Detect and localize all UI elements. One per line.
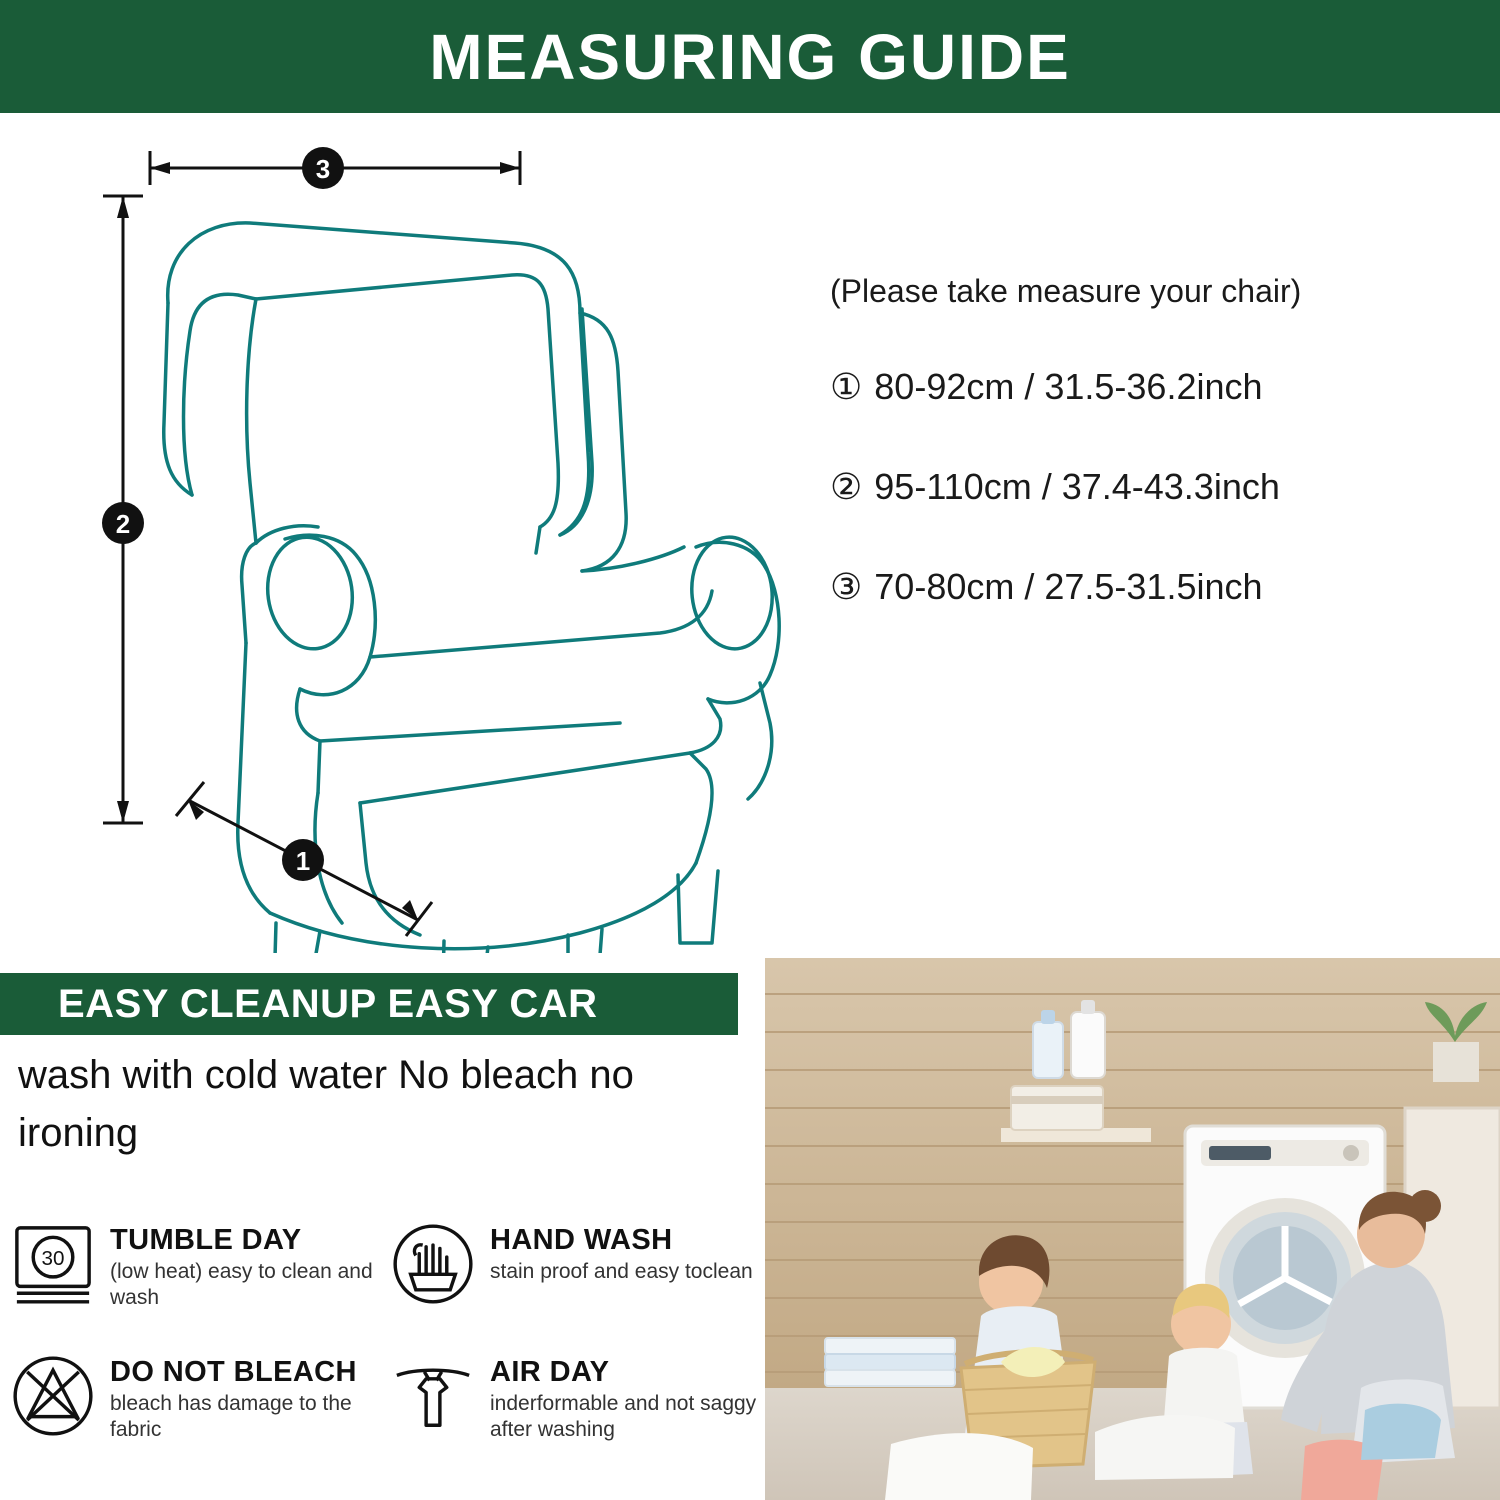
care-title-air-dry: AIR DAY <box>490 1356 610 1388</box>
care-item-hand-wash <box>390 1213 770 1345</box>
care-sub-no-bleach: bleach has damage to the fabric <box>110 1392 352 1442</box>
laundry-scene-illustration <box>765 958 1500 1500</box>
care-banner-label: EASY CLEANUP EASY CAR <box>58 981 598 1026</box>
care-item-no-bleach <box>10 1345 390 1477</box>
measure-item-1 <box>830 366 1470 408</box>
care-sub-hand-wash: stain proof and easy toclean <box>490 1260 753 1284</box>
marker-2-icon: ② <box>830 466 863 507</box>
measurement-list <box>830 273 1470 666</box>
care-title-tumble-dry: TUMBLE DAY <box>110 1224 302 1256</box>
air-dry-icon <box>390 1353 476 1439</box>
care-title-hand-wash: HAND WASH <box>490 1224 673 1256</box>
svg-text:2: 2 <box>115 509 131 539</box>
measure-note: (Please take measure your chair) <box>830 273 1302 309</box>
lifestyle-photo <box>765 958 1500 1500</box>
svg-text:3: 3 <box>315 154 331 184</box>
care-section <box>0 958 1500 1500</box>
hand-wash-icon <box>390 1221 476 1307</box>
measure-value-2: 95-110cm / 37.4-43.3inch <box>874 466 1280 507</box>
care-banner <box>0 973 738 1035</box>
measure-value-1: 80-92cm / 31.5-36.2inch <box>874 366 1263 407</box>
dimension-line-2 <box>85 178 165 858</box>
svg-text:1: 1 <box>295 846 311 876</box>
header-banner <box>0 0 1500 113</box>
care-title-no-bleach: DO NOT BLEACH <box>110 1356 357 1388</box>
care-sub-tumble-dry: (low heat) easy to clean and wash <box>110 1260 373 1310</box>
measure-value-3: 70-80cm / 27.5-31.5inch <box>874 566 1263 607</box>
svg-text:30: 30 <box>41 1246 65 1270</box>
tumble-dry-icon <box>10 1221 96 1307</box>
measure-item-2 <box>830 466 1470 508</box>
dimension-line-3 <box>140 133 560 203</box>
marker-1-icon: ① <box>830 366 863 407</box>
page-title: MEASURING GUIDE <box>429 20 1071 93</box>
do-not-bleach-icon <box>10 1353 96 1439</box>
measure-item-3 <box>830 566 1470 608</box>
dimension-line-1 <box>170 768 470 948</box>
care-item-air-dry <box>390 1345 770 1477</box>
care-instructions: wash with cold water No bleach no ironing <box>18 1053 634 1155</box>
care-sub-air-dry: inderformable and not saggy after washing <box>490 1392 757 1442</box>
care-item-tumble-dry <box>10 1213 390 1345</box>
diagram-area <box>0 113 1500 958</box>
care-icon-grid <box>10 1213 770 1477</box>
marker-3-icon: ③ <box>830 566 863 607</box>
